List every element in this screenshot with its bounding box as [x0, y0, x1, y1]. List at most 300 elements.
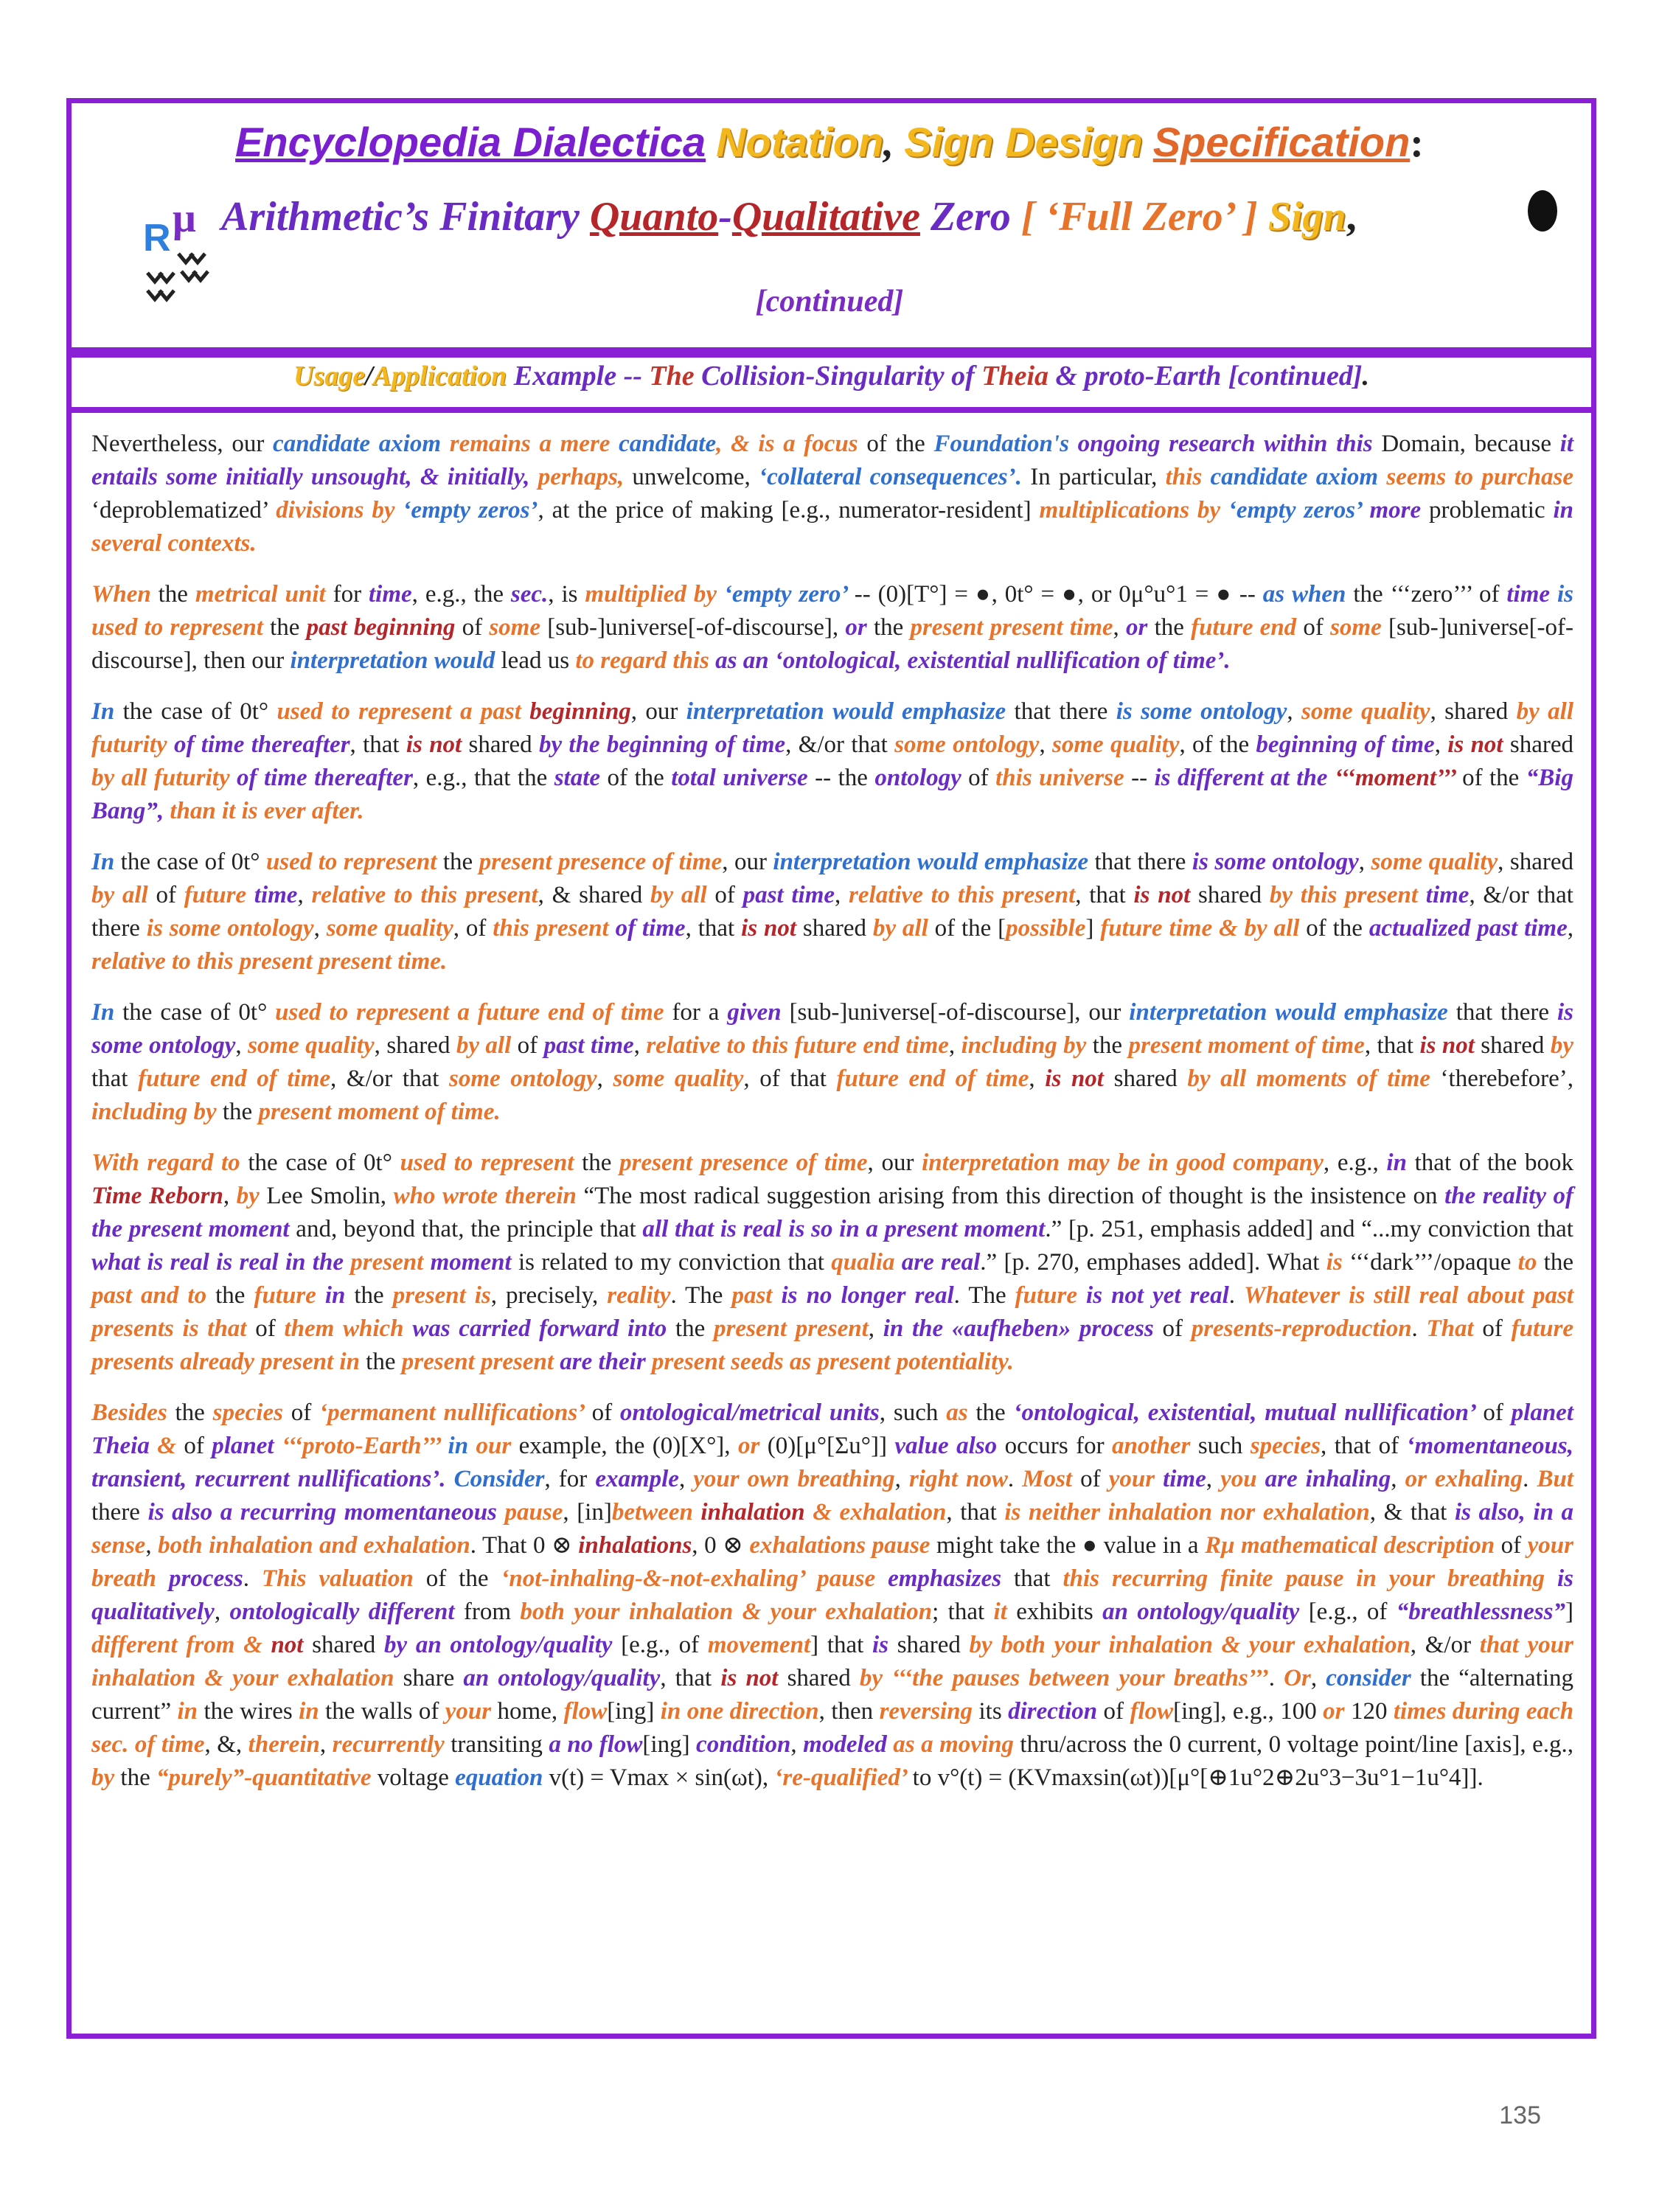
text-run: your: [1108, 1466, 1164, 1492]
text-run: an ontology/quality: [1102, 1599, 1309, 1625]
text-run: --: [1131, 765, 1155, 791]
text-run: your inhalation: [91, 1632, 1573, 1691]
text-run: , &,: [204, 1731, 248, 1758]
text-run: relative to this future end time: [646, 1032, 949, 1059]
text-run: present present: [714, 1315, 869, 1342]
text-run: future: [184, 882, 254, 908]
text-run: &: [742, 1599, 771, 1625]
text-run: is not: [741, 915, 803, 942]
text-run: the: [1154, 614, 1192, 641]
text-run: ]: [1565, 1599, 1573, 1625]
text-run: But: [1537, 1466, 1574, 1492]
text-run: a no flow: [549, 1731, 643, 1758]
paragraph: [91, 996, 1573, 1129]
text-run: what is real is real in the: [91, 1249, 351, 1276]
text-run: who wrote therein: [393, 1183, 584, 1209]
text-run: beginning of time: [1256, 731, 1435, 758]
text-run: present presence of time: [479, 849, 723, 875]
text-run: or: [1126, 614, 1155, 641]
text-run: Lee Smolin,: [266, 1183, 394, 1209]
text-run: ,: [1391, 1466, 1405, 1492]
text-run: [sub-]universe[-of-discourse],: [547, 614, 846, 641]
text-run: for: [333, 581, 369, 608]
text-run: In particular,: [1030, 464, 1166, 490]
text-run: some: [1330, 614, 1388, 641]
text-run: by all: [91, 882, 156, 908]
text-run: ] that: [810, 1632, 873, 1658]
text-run: When: [91, 581, 159, 608]
text-run: ontology: [874, 765, 969, 791]
text-run: both inhalation and exhalation: [158, 1532, 470, 1559]
text-run: In: [91, 999, 123, 1026]
text-run: given: [727, 999, 790, 1026]
text-run: sense: [91, 1532, 146, 1559]
text-run: shared: [1113, 1065, 1188, 1092]
text-run: some quality: [326, 915, 453, 942]
title2-arithmetic: Arithmetic’s Finitary: [221, 194, 590, 240]
text-run: value also: [894, 1433, 1005, 1459]
text-run: times during each sec. of time: [91, 1698, 1574, 1758]
text-run: take the ● value in a: [999, 1532, 1206, 1559]
text-run: That: [1426, 1315, 1483, 1342]
text-run: is: [781, 1282, 807, 1309]
text-run: ,: [1287, 698, 1302, 725]
text-run: pause: [504, 1499, 563, 1526]
text-run: future: [254, 1282, 325, 1309]
text-run: time: [1163, 1466, 1206, 1492]
text-run: of time: [615, 915, 686, 942]
text-run: interpretation would: [290, 647, 501, 674]
text-run: state: [554, 765, 608, 791]
text-run: , shared: [1430, 698, 1517, 725]
text-run: beginning: [529, 698, 631, 725]
text-run: ‘therebefore’,: [1440, 1065, 1573, 1092]
text-run: multiplications by: [1039, 497, 1228, 524]
text-run: in: [660, 1698, 687, 1725]
text-run: perhaps,: [538, 464, 633, 490]
text-run: [e.g., of: [621, 1632, 708, 1658]
text-run: , is: [548, 581, 585, 608]
text-run: .: [1268, 1665, 1284, 1691]
text-run: the: [675, 1315, 714, 1342]
title2-qualitative: Qualitative: [731, 194, 920, 240]
text-run: of the: [1462, 765, 1526, 791]
text-run: Most: [1022, 1466, 1081, 1492]
text-run: is some ontology: [1192, 849, 1359, 875]
text-run: voltage: [377, 1764, 456, 1791]
text-run: , precisely,: [490, 1282, 608, 1309]
text-run: your exhalation: [770, 1599, 933, 1625]
text-run: of: [1483, 1399, 1512, 1426]
text-run: [e.g., of: [1308, 1599, 1397, 1625]
text-run: This valuation: [261, 1565, 426, 1592]
text-run: the: [366, 1349, 402, 1375]
text-run: in: [1386, 1150, 1415, 1176]
text-run: relative to this present: [849, 882, 1076, 908]
text-run: your: [445, 1698, 498, 1725]
text-run: some: [489, 614, 548, 641]
text-run: past: [731, 1282, 782, 1309]
text-run: ,: [1029, 1065, 1046, 1092]
text-run: exhalations: [749, 1532, 872, 1559]
text-run: some ontology: [894, 731, 1040, 758]
title-specification: Specification: [1152, 119, 1411, 165]
text-run: , e.g., the: [411, 581, 511, 608]
text-run: [sub-]universe[-of-discourse], our: [789, 999, 1130, 1026]
text-run: reality: [607, 1282, 671, 1309]
text-run: the: [222, 1099, 259, 1125]
text-run: used to represent: [91, 614, 271, 641]
text-run: of: [156, 882, 184, 908]
text-run: that: [1014, 1565, 1063, 1592]
text-run: the: [582, 1150, 620, 1176]
text-run: our: [476, 1433, 519, 1459]
text-run: its: [978, 1698, 1009, 1725]
text-run: of: [714, 882, 743, 908]
text-run: of: [591, 1399, 620, 1426]
text-run: , & that: [1369, 1499, 1455, 1526]
text-run: you: [1220, 1466, 1265, 1492]
text-run: “breathlessness”: [1396, 1599, 1565, 1625]
text-run: is also, in a: [1454, 1499, 1574, 1526]
text-run: ‘‘‘dark’’’/opaque: [1349, 1249, 1518, 1276]
text-run: ,: [1434, 731, 1448, 758]
text-run: ]: [1085, 915, 1101, 942]
text-run: presents-reproduction: [1191, 1315, 1412, 1342]
text-run: or: [737, 1433, 768, 1459]
paragraph: [91, 695, 1573, 828]
text-run: by all futurity: [91, 698, 1573, 758]
text-run: in: [299, 1698, 326, 1725]
text-run: process: [1079, 1315, 1163, 1342]
text-run: moment: [430, 1249, 518, 1276]
title-encyclopedia: Encyclopedia Dialectica: [235, 119, 706, 165]
text-run: of: [1482, 1315, 1512, 1342]
text-run: ‘re-qualified’: [774, 1764, 913, 1791]
text-run: direction: [1008, 1698, 1104, 1725]
paragraph: [91, 428, 1573, 560]
text-run: . The: [670, 1282, 732, 1309]
text-run: past time: [742, 882, 835, 908]
text-run: pause: [872, 1532, 936, 1559]
text-run: .: [1007, 1466, 1023, 1492]
text-run: , our: [867, 1150, 922, 1176]
text-run: used to represent a future: [275, 999, 549, 1026]
text-run: of: [1303, 614, 1331, 641]
text-run: by an ontology/quality: [384, 1632, 622, 1658]
text-run: , &/or that: [330, 1065, 450, 1092]
text-run: ‘permanent nullifications’: [319, 1399, 592, 1426]
text-run: momentaneous: [344, 1499, 505, 1526]
text-run: -- the: [815, 765, 875, 791]
text-run: .” [p. 251, emphasis added] and “...my conviction that: [1045, 1216, 1573, 1242]
text-run: are real: [901, 1249, 981, 1276]
text-run: ,: [1358, 849, 1371, 875]
text-run: example, the (0)[X°],: [518, 1433, 738, 1459]
text-run: of: [184, 1433, 212, 1459]
text-run: “Big Bang”,: [91, 765, 1573, 824]
text-run: ,: [948, 1032, 961, 1059]
text-run: by all: [872, 915, 935, 942]
subtitle-proto-earth: & proto-Earth: [1048, 361, 1228, 392]
text-run: different from: [91, 1632, 244, 1658]
text-run: v(t) = Vmax × sin(ωt),: [549, 1764, 775, 1791]
text-run: is some ontology: [1116, 698, 1287, 725]
text-run: example: [595, 1466, 679, 1492]
text-run: Domain, because: [1381, 431, 1560, 457]
text-run: is not: [1447, 731, 1510, 758]
text-run: is: [872, 1632, 897, 1658]
text-run: & by all: [1218, 915, 1307, 942]
text-run: the: [354, 1282, 393, 1309]
text-run: condition: [696, 1731, 791, 1758]
text-run: of: [1162, 1315, 1192, 1342]
text-run: Besides: [91, 1399, 175, 1426]
text-run: by all moments of time: [1187, 1065, 1441, 1092]
text-run: by: [1550, 1032, 1573, 1059]
text-run: some quality: [248, 1032, 375, 1059]
text-run: is some ontology: [91, 999, 1573, 1059]
text-run: by: [236, 1183, 267, 1209]
text-run: this recurring finite pause in your breathing: [1062, 1565, 1557, 1592]
paragraph: [91, 1147, 1573, 1379]
text-run: as when: [1262, 581, 1354, 608]
text-run: , that: [660, 1665, 721, 1691]
text-run: qualia: [831, 1249, 902, 1276]
text-run: some quality: [1052, 731, 1180, 758]
text-run: [ing]: [642, 1731, 697, 1758]
text-run: is not yet real: [1086, 1282, 1229, 1309]
text-run: shared: [312, 1632, 384, 1658]
text-run: , 0 ⊗: [692, 1532, 750, 1559]
text-run: time: [369, 581, 412, 608]
text-run: occurs for: [1004, 1433, 1113, 1459]
text-run: time: [1425, 882, 1470, 908]
text-run: ‘not-inhaling-&-not-exhaling’ pause: [501, 1565, 888, 1592]
text-run: in: [883, 1315, 912, 1342]
text-run: Foundation's: [933, 431, 1078, 457]
text-run: time: [254, 882, 298, 908]
text-run: present moment of time: [1128, 1032, 1365, 1059]
text-run: the: [215, 1282, 254, 1309]
text-run: this present: [493, 915, 616, 942]
text-run: the: [1092, 1032, 1129, 1059]
text-run: it entails some initially unsought, & initially,: [91, 431, 1574, 490]
text-run: “The most radical suggestion arising from this direction of thought is the insistence on: [583, 1183, 1445, 1209]
text-run: present present: [401, 1349, 560, 1375]
text-run: [ing], e.g., 100: [1173, 1698, 1324, 1725]
text-run: Or: [1284, 1665, 1311, 1691]
text-run: , then: [818, 1698, 880, 1725]
text-run: ; that: [932, 1599, 994, 1625]
text-run: , of the: [1179, 731, 1256, 758]
text-run: the: [1543, 1249, 1573, 1276]
subtitle-usage: Usage: [293, 361, 366, 392]
text-run: ,: [235, 1032, 248, 1059]
text-run: , of that: [743, 1065, 837, 1092]
text-run: it: [993, 1599, 1017, 1625]
text-run: one direction: [686, 1698, 819, 1725]
text-run: , that: [946, 1499, 1005, 1526]
text-run: is not: [720, 1665, 787, 1691]
text-run: the: [158, 581, 195, 608]
text-run: candidate: [619, 431, 717, 457]
text-run: not: [271, 1632, 313, 1658]
text-run: future time: [1100, 915, 1219, 942]
text-run: the case of 0t°: [248, 1150, 400, 1176]
text-run: candidate axiom: [273, 431, 450, 457]
title-colon: :: [1410, 120, 1424, 166]
text-run: is also a recurring: [147, 1499, 344, 1526]
text-run: .” [p. 270, emphases added]. What: [980, 1249, 1326, 1276]
text-run: modeled: [803, 1731, 894, 1758]
text-run: the wires: [204, 1698, 299, 1725]
text-run: consider: [1326, 1665, 1420, 1691]
title-notation: Notation: [716, 119, 884, 165]
title-continued: [continued]: [755, 285, 904, 319]
text-run: , & shared: [538, 882, 650, 908]
text-run: , &/or that there: [91, 882, 1573, 942]
text-run: is not: [1419, 1032, 1481, 1059]
text-run: ,: [1567, 915, 1573, 942]
text-run: ,: [633, 1032, 647, 1059]
text-run: the «aufheben»: [911, 1315, 1079, 1342]
text-run: inhalation: [700, 1499, 813, 1526]
text-run: the: [270, 614, 307, 641]
text-run: of the: [866, 431, 934, 457]
text-run: past time: [543, 1032, 634, 1059]
text-run: present present time: [910, 614, 1113, 641]
text-run: past and to: [91, 1282, 216, 1309]
text-run: flow: [1130, 1698, 1174, 1725]
text-run: as a moving: [893, 1731, 1020, 1758]
text-run: , our: [722, 849, 773, 875]
text-run: shared: [1481, 1032, 1551, 1059]
text-run: ,: [223, 1183, 237, 1209]
text-run: sec.: [510, 581, 549, 608]
text-run: all that is real is so in a present moment: [642, 1216, 1046, 1242]
text-run: present moment of time.: [258, 1099, 501, 1125]
text-run: ,: [1206, 1466, 1221, 1492]
text-run: , e.g., that the: [412, 765, 554, 791]
text-run: actualized past time: [1368, 915, 1568, 942]
text-run: ongoing research within this: [1077, 431, 1382, 457]
text-run: ,: [790, 1731, 804, 1758]
text-run: them which: [284, 1315, 413, 1342]
text-run: is related to my conviction that: [518, 1249, 832, 1276]
subtitle-end: .: [1362, 361, 1369, 392]
text-run: both your inhalation: [520, 1599, 742, 1625]
text-run: are inhaling: [1265, 1466, 1391, 1492]
text-run: ,: [319, 1731, 333, 1758]
text-run: some quality: [613, 1065, 744, 1092]
text-run: to: [1517, 1249, 1544, 1276]
text-run: ‘empty zeros’: [1228, 497, 1370, 524]
text-run: to regard this: [575, 647, 716, 674]
text-run: that: [91, 1065, 139, 1092]
text-run: by all: [650, 882, 715, 908]
text-run: that: [1479, 1632, 1528, 1658]
text-run: , &/or that: [785, 731, 895, 758]
text-run: thru/across the 0 current, 0 voltage point/line [axis], e.g.,: [1020, 1731, 1574, 1758]
text-run: the “alternating current”: [91, 1665, 1573, 1725]
text-run: the walls of: [325, 1698, 445, 1725]
text-run: there: [91, 1499, 148, 1526]
text-run: is: [1326, 1249, 1350, 1276]
text-run: ,: [214, 1599, 230, 1625]
text-run: shared: [787, 1665, 860, 1691]
text-run: or: [845, 614, 874, 641]
text-run: of: [1080, 1466, 1109, 1492]
text-run: interpretation would emphasize: [686, 698, 1015, 725]
text-run: & your exhalation: [204, 1665, 403, 1691]
text-run: inhalations: [578, 1532, 692, 1559]
text-run: of the: [1306, 915, 1369, 942]
text-run: or exhaling: [1405, 1466, 1523, 1492]
text-run: as: [946, 1399, 976, 1426]
text-run: (0)[μ°[Σu°]]: [767, 1433, 895, 1459]
text-run: including by: [961, 1032, 1093, 1059]
text-run: “purely”-quantitative: [156, 1764, 378, 1791]
text-run: .: [243, 1565, 262, 1592]
text-run: ‘momentaneous, transient, recurrent nullifications’.: [91, 1433, 1573, 1492]
text-run: interpretation would emphasize: [773, 849, 1095, 875]
logo-mu: μ: [173, 196, 196, 241]
text-run: ‘empty zeros’: [403, 497, 538, 524]
text-run: ontological/metrical units: [619, 1399, 880, 1426]
text-run: was carried forward into: [412, 1315, 675, 1342]
title2-quanto: Quanto: [589, 194, 719, 240]
text-run: [sub-]universe[-of-discourse], then our: [91, 614, 1574, 674]
text-run: that there: [1014, 698, 1116, 725]
text-run: of: [1500, 1532, 1528, 1559]
title2-comma: ,: [1346, 194, 1357, 240]
text-run: With regard to: [91, 1150, 248, 1176]
text-run: ,: [894, 1466, 909, 1492]
title2-sign: Sign: [1267, 194, 1346, 240]
text-run: some ontology: [449, 1065, 597, 1092]
text-run: future: [1015, 1282, 1087, 1309]
text-run: , shared: [1498, 849, 1573, 875]
text-run: candidate axiom: [1210, 464, 1387, 490]
text-run: divisions by: [276, 497, 403, 524]
text-run: share: [403, 1665, 464, 1691]
text-run: the: [975, 1399, 1014, 1426]
text-run: ontologically different: [229, 1599, 464, 1625]
paragraph: [91, 578, 1573, 678]
text-run: seems to purchase: [1386, 464, 1573, 490]
subtitle-application: Application: [372, 361, 507, 392]
text-run: of: [517, 1032, 544, 1059]
text-run: [ing]: [607, 1698, 661, 1725]
text-run: v°(t) = (KVmaxsin(ωt))[μ°[⊕1u°2⊕2u°3−3u°1−1u°4]].: [937, 1764, 1484, 1791]
text-run: the case of 0t°: [120, 849, 266, 875]
text-run: used to represent a past: [276, 698, 530, 725]
text-run: the reality of the present moment: [91, 1183, 1574, 1242]
text-run: , that: [349, 731, 406, 758]
title2-zero: Zero: [919, 194, 1021, 240]
text-run: of the: [607, 765, 672, 791]
text-run: . The: [953, 1282, 1015, 1309]
body-text: [91, 428, 1573, 1812]
text-run: is not: [1133, 882, 1198, 908]
text-run: ‘‘‘the pauses between your breaths’’’: [891, 1665, 1269, 1691]
text-run: is different at the: [1154, 765, 1335, 791]
text-run: the: [175, 1399, 213, 1426]
title-sign-design: Sign Design: [904, 119, 1143, 165]
text-run: remains a mere: [449, 431, 619, 457]
text-run: of: [255, 1315, 285, 1342]
